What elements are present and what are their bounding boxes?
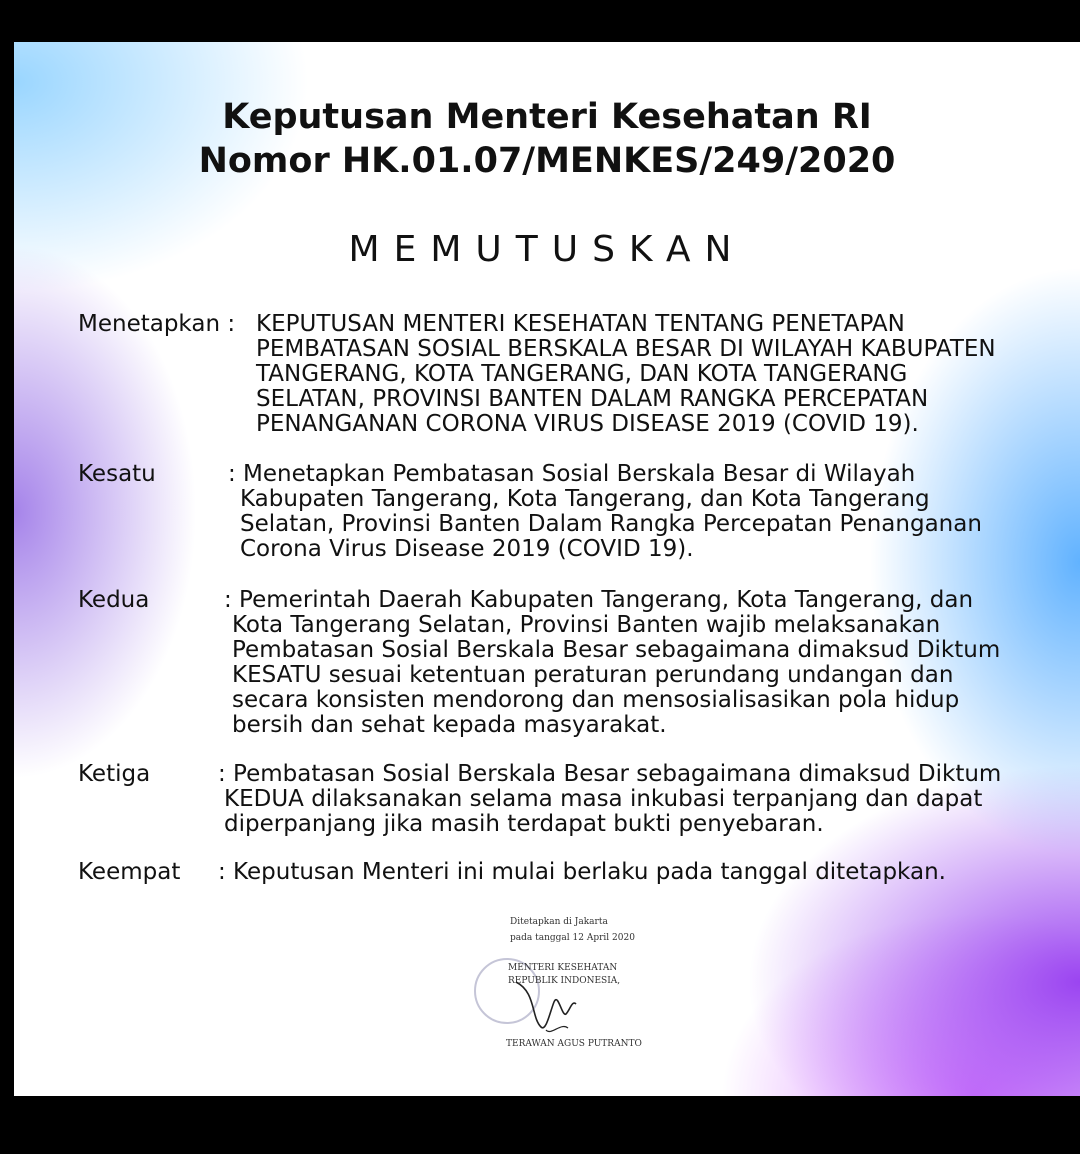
text-line: : Keputusan Menteri ini mulai berlaku pada tanggal ditetapkan. <box>218 859 946 885</box>
signature-date: pada tanggal 12 April 2020 <box>510 933 635 943</box>
text-line: Pembatasan Sosial Berskala Besar sebagaimana dimaksud Diktum <box>232 637 1001 663</box>
section-label: Menetapkan : <box>78 311 236 337</box>
signatory-name: TERAWAN AGUS PUTRANTO <box>506 1039 642 1049</box>
decree-number: Nomor HK.01.07/MENKES/249/2020 <box>198 141 896 181</box>
text-line: : Menetapkan Pembatasan Sosial Berskala Besar di Wilayah <box>228 461 916 487</box>
handwritten-signature <box>506 972 596 1042</box>
section-text <box>256 312 996 437</box>
section-text <box>218 860 946 885</box>
signature-office-country: REPUBLIK INDONESIA, <box>508 976 621 986</box>
section-label: Ketiga <box>78 761 151 787</box>
text-line: Corona Virus Disease 2019 (COVID 19). <box>240 536 694 562</box>
section-text <box>224 588 1000 738</box>
section-label: Kedua <box>78 587 150 613</box>
text-line: bersih dan sehat kepada masyarakat. <box>232 712 667 738</box>
text-line: : Pembatasan Sosial Berskala Besar sebagaimana dimaksud Diktum <box>218 761 1002 787</box>
text-line: Selatan, Provinsi Banten Dalam Rangka Percepatan Penanganan <box>240 511 982 537</box>
text-line: KEDUA dilaksanakan selama masa inkubasi terpanjang dan dapat <box>224 786 983 812</box>
decree-title: Keputusan Menteri Kesehatan RI <box>222 97 872 137</box>
text-line: PEMBATASAN SOSIAL BERSKALA BESAR DI WILAYAH KABUPATEN <box>256 336 996 362</box>
signature-place: Ditetapkan di Jakarta <box>510 917 608 927</box>
signature-office: MENTERI KESEHATAN <box>508 963 618 973</box>
section-label: Keempat <box>78 859 181 885</box>
section-label: Kesatu <box>78 461 156 487</box>
text-line: Kabupaten Tangerang, Kota Tangerang, dan Kota Tangerang <box>240 486 930 512</box>
text-line: : Pemerintah Daerah Kabupaten Tangerang, Kota Tangerang, dan <box>224 587 974 613</box>
text-line: secara konsisten mendorong dan mensosialisasikan pola hidup <box>232 687 960 713</box>
section-text <box>228 462 982 562</box>
document-card <box>14 42 1080 1096</box>
text-line: Kota Tangerang Selatan, Provinsi Banten wajib melaksanakan <box>232 612 941 638</box>
text-line: KEPUTUSAN MENTERI KESEHATAN TENTANG PENETAPAN <box>256 311 905 337</box>
signature-block <box>486 912 706 1062</box>
text-line: SELATAN, PROVINSI BANTEN DALAM RANGKA PERCEPATAN <box>256 386 929 412</box>
text-line: KESATU sesuai ketentuan peraturan perundang undangan dan <box>232 662 954 688</box>
text-line: TANGERANG, KOTA TANGERANG, DAN KOTA TANGERANG <box>256 361 908 387</box>
section-text <box>218 762 1001 837</box>
text-line: PENANGANAN CORONA VIRUS DISEASE 2019 (COVID 19). <box>256 411 919 437</box>
section-heading: MEMUTUSKAN <box>348 229 746 270</box>
text-line: diperpanjang jika masih terdapat bukti penyebaran. <box>224 811 824 837</box>
